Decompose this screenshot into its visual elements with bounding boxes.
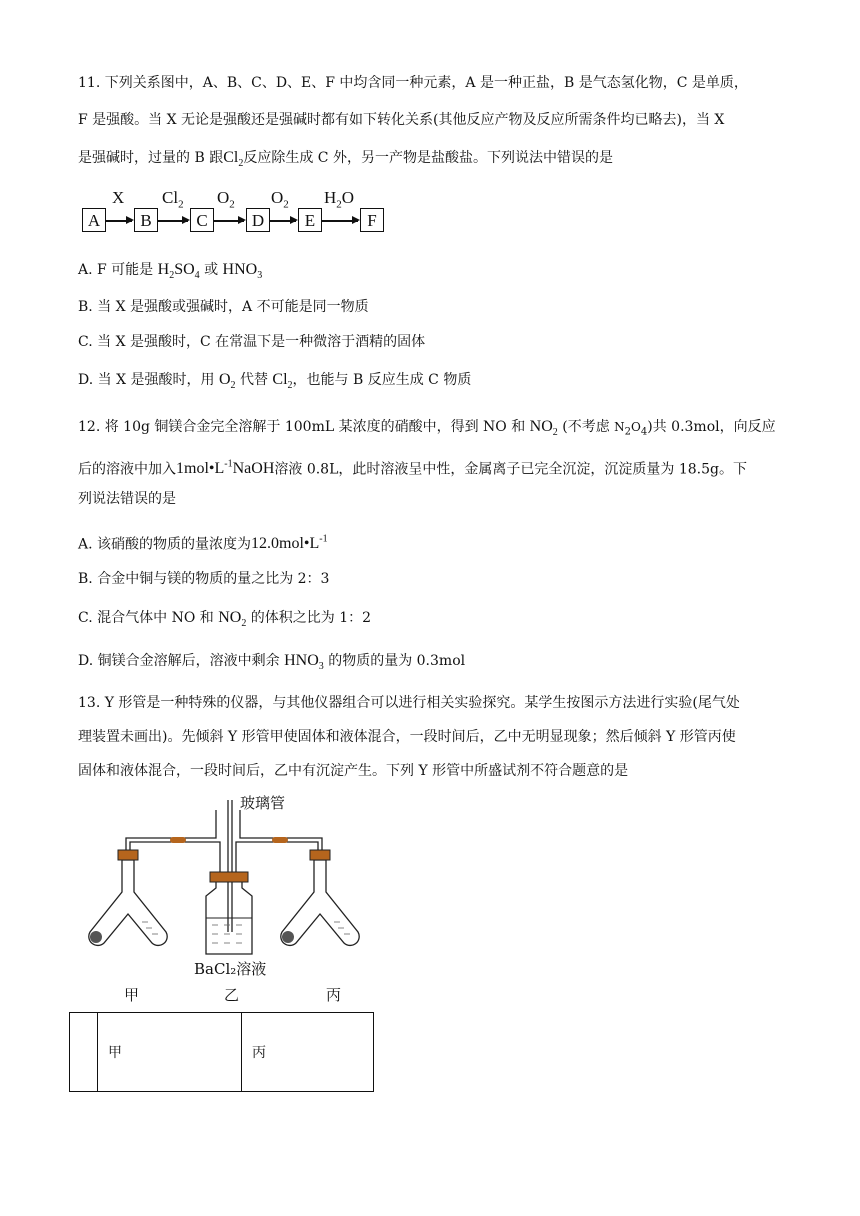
q11-flow-diagram [82, 190, 392, 236]
flow-box: F [360, 208, 384, 232]
q13-reagent-table [69, 1012, 374, 1092]
flow-arrow [158, 220, 188, 222]
q11-line-1: 11. 下列关系图中，A、B、C、D、E、F 中均含同一种元素，A 是一种正盐，B 是气态氢化物，C 是单质， [78, 75, 748, 91]
tube-jia-label: 甲 [124, 986, 140, 1004]
flow-arrow [322, 220, 358, 222]
q12-line-3: 列说法错误的是 [78, 491, 176, 507]
table-cell: 甲 [98, 1013, 242, 1092]
q11-option-a: A. F 可能是 $H_2SO_4$ 或 $HNO_3$ [78, 261, 263, 282]
q11-option-d: D. 当 X 是强酸时，用 $O_2$ 代替 $Cl_2$，也能与 B 反应生成 C 物质 [78, 371, 472, 392]
tube-bing-label: 丙 [326, 986, 342, 1004]
flow-box: D [246, 208, 270, 232]
flow-arrow [214, 220, 244, 222]
bacl2-solution-label: BaCl₂溶液 [194, 960, 267, 978]
flow-arrow-label: $Cl_2$ [162, 188, 184, 211]
bottle-yi-label: 乙 [224, 986, 240, 1004]
q13-line-1: 13. Y 形管是一种特殊的仪器，与其他仪器组合可以进行相关实验探究。某学生按图示方法进行实验(尾气处 [78, 695, 740, 711]
q13-line-3: 固体和液体混合，一段时间后，乙中有沉淀产生。下列 Y 形管中所盛试剂不符合题意的是 [78, 763, 629, 779]
flow-arrow [270, 220, 296, 222]
flow-arrow-label: $O_2$ [271, 188, 289, 211]
flow-arrow-label: $O_2$ [217, 188, 235, 211]
q12-line-1: 12. 将 10g 铜镁合金完全溶解于 100mL 某浓度的硝酸中，得到 NO 和 $NO_2$ (不考虑 $N_2O_4$)共 0.3mol，向反应 [78, 418, 776, 439]
q11-line-3: 是强碱时，过量的 B 跟$Cl_2$反应除生成 C 外，另一产物是盐酸盐。下列说法中错误的是 [78, 149, 613, 170]
q12-option-b: B. 合金中铜与镁的物质的量之比为 2：3 [78, 571, 330, 587]
q11-option-b: B. 当 X 是强酸或强碱时，A 不可能是同一物质 [78, 299, 369, 315]
flow-box: C [190, 208, 214, 232]
q13-line-2: 理装置未画出)。先倾斜 Y 形管甲使固体和液体混合，一段时间后，乙中无明显现象；然后倾斜 Y 形管丙使 [78, 729, 736, 745]
q12-option-d: D. 铜镁合金溶解后，溶液中剩余 $HNO_3$ 的物质的量为 0.3mol [78, 652, 466, 673]
glass-tube-label: 玻璃管 [240, 794, 286, 812]
flow-arrow-label: X [112, 188, 125, 207]
table-row [70, 1013, 374, 1092]
flow-box: B [134, 208, 158, 232]
q12-option-a: A. 该硝酸的物质的量浓度为$12.0mol•L^{-1}$ [78, 534, 328, 553]
q12-option-c: C. 混合气体中 NO 和 $NO_2$ 的体积之比为 1：2 [78, 609, 372, 630]
q12-line-2: 后的溶液中加入$1mol•L^{-1}NaOH$溶液 0.8L，此时溶液呈中性，金属离子已完全沉淀，沉淀质量为 18.5g。下 [78, 459, 747, 478]
table-cell: 丙 [242, 1013, 374, 1092]
flow-arrow-label: $H_2O$ [324, 188, 355, 211]
table-cell [70, 1013, 98, 1092]
flow-box: A [82, 208, 106, 232]
q11-option-c: C. 当 X 是强酸时，C 在常温下是一种微溶于酒精的固体 [78, 334, 426, 350]
flow-arrow [106, 220, 132, 222]
q11-line-2: F 是强酸。当 X 无论是强酸还是强碱时都有如下转化关系(其他反应产物及反应所需条件均已略去)，当 X [78, 112, 725, 128]
flow-box: E [298, 208, 322, 232]
